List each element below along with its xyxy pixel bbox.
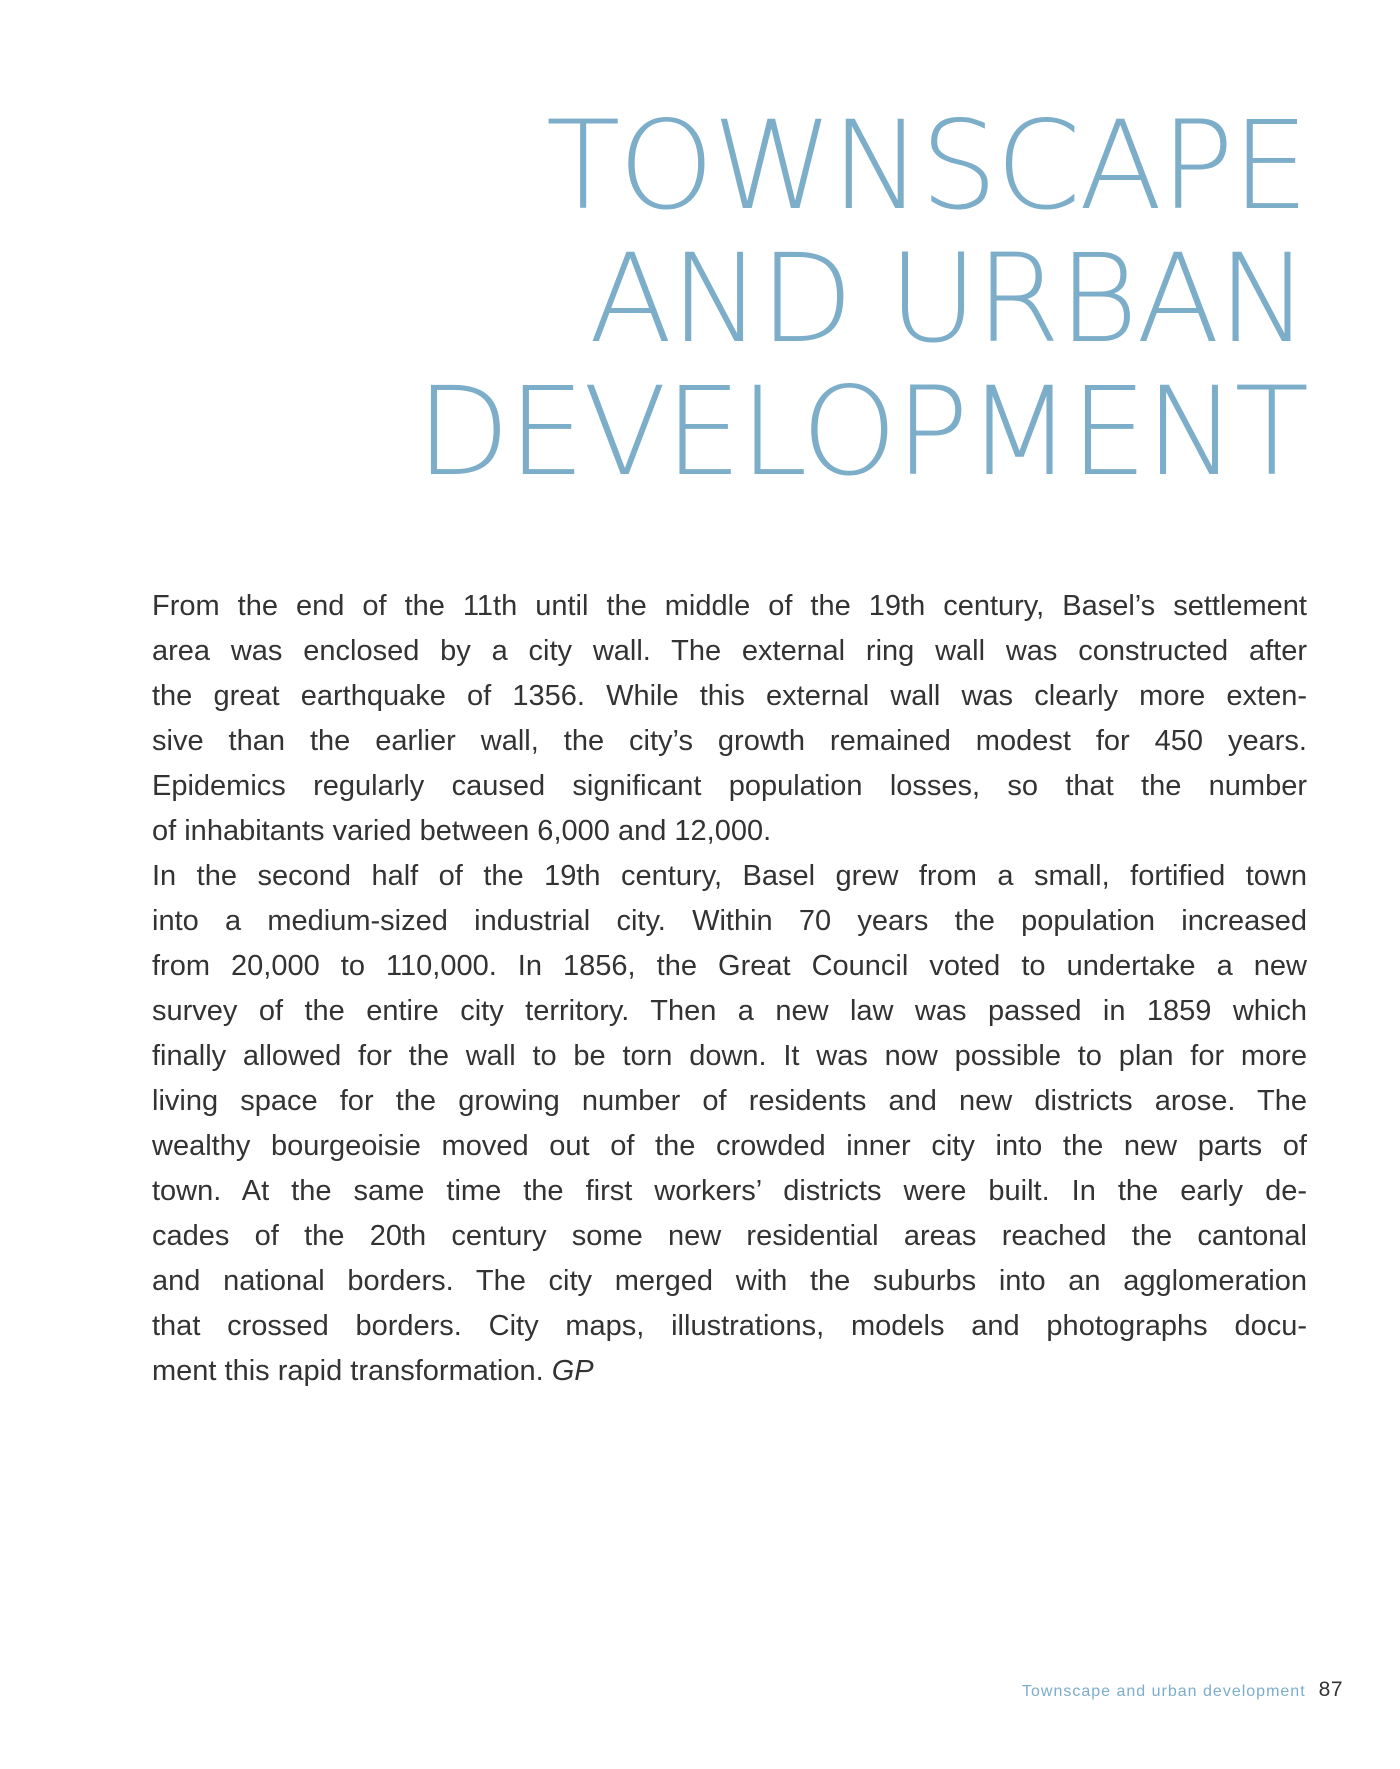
text-line: into a medium-sized industrial city. Within 70 years the population increased bbox=[152, 905, 1307, 937]
text-line: survey of the entire city territory. Then a new law was passed in 1859 which bbox=[152, 995, 1307, 1027]
text-line: cades of the 20th century some new residential areas reached the cantonal bbox=[152, 1220, 1307, 1252]
page-number: 87 bbox=[1318, 1678, 1343, 1701]
text-line: and national borders. The city merged with the suburbs into an agglomeration bbox=[152, 1265, 1307, 1297]
text-line: ment this rapid transformation. GP bbox=[152, 1355, 594, 1387]
text-line: of inhabitants varied between 6,000 and 12,000. bbox=[152, 815, 772, 847]
body-text bbox=[152, 584, 1307, 1394]
page-title bbox=[0, 94, 1307, 503]
text-line: From the end of the 11th until the middle of the 19th century, Basel’s settlement bbox=[152, 590, 1307, 622]
title-line-3: DEVELOPMENT bbox=[416, 360, 1307, 503]
text-line: town. At the same time the first workers’ districts were built. In the early de- bbox=[152, 1175, 1307, 1207]
title-line-1: TOWNSCAPE bbox=[545, 94, 1307, 237]
running-footer-label: Townscape and urban development bbox=[1022, 1683, 1306, 1700]
paragraph-1 bbox=[152, 584, 1307, 854]
text-line: living space for the growing number of residents and new districts arose. The bbox=[152, 1085, 1307, 1117]
text-line: finally allowed for the wall to be torn down. It was now possible to plan for more bbox=[152, 1040, 1307, 1072]
text-line: In the second half of the 19th century, Basel grew from a small, fortified town bbox=[152, 860, 1307, 892]
text-line: sive than the earlier wall, the city’s growth remained modest for 450 years. bbox=[152, 725, 1307, 757]
title-line-2: AND URBAN bbox=[588, 227, 1307, 370]
text-line: Epidemics regularly caused significant population losses, so that the number bbox=[152, 770, 1307, 802]
running-footer bbox=[1022, 1678, 1343, 1702]
paragraph-2 bbox=[152, 854, 1307, 1394]
text-line: from 20,000 to 110,000. In 1856, the Great Council voted to undertake a new bbox=[152, 950, 1307, 982]
author-initials: GP bbox=[551, 1355, 594, 1387]
text-line: wealthy bourgeoisie moved out of the crowded inner city into the new parts of bbox=[152, 1130, 1307, 1162]
text-line: area was enclosed by a city wall. The external ring wall was constructed after bbox=[152, 635, 1307, 667]
text-line: that crossed borders. City maps, illustrations, models and photographs docu- bbox=[152, 1310, 1307, 1342]
text-line: the great earthquake of 1356. While this external wall was clearly more exten- bbox=[152, 680, 1307, 712]
